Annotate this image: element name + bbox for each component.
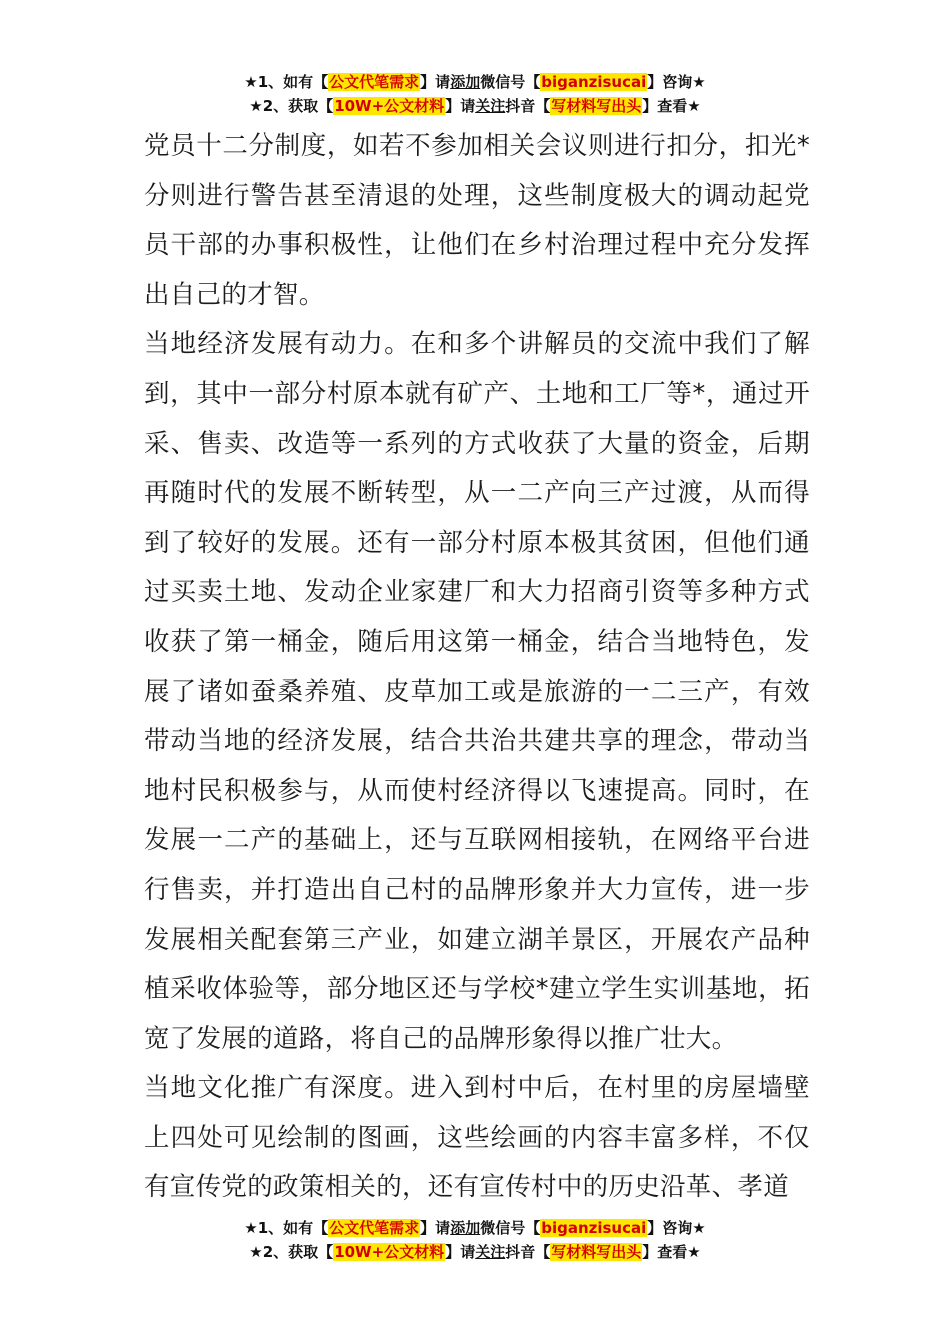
header-banner [0, 70, 950, 118]
banner-line-2: ★2、获取【10W+公文材料】请关注抖音【写材料写出头】查看★ [249, 1243, 701, 1261]
highlight-douyin: 写材料写出头 [551, 97, 642, 115]
document-body [144, 122, 810, 1213]
banner-line-1: ★1、如有【公文代笔需求】请添加微信号【biganzisucai】咨询★ [244, 1219, 706, 1237]
highlight-service: 公文代笔需求 [329, 1219, 420, 1237]
paragraph: 党员十二分制度，如若不参加相关会议则进行扣分，扣光*分则进行警告甚至清退的处理，这些制度极大的调动起党员干部的办事积极性，让他们在乡村治理过程中充分发挥出自己的才智。 [144, 131, 810, 310]
highlight-wechat-id: biganzisucai [541, 1219, 647, 1237]
highlight-materials: 10W+公文材料 [334, 97, 445, 115]
paragraph: 当地文化推广有深度。进入到村中后，在村里的房屋墙壁上四处可见绘制的图画，这些绘画的内容丰富多样，不仅有宣传党的政策相关的，还有宣传村中的历史沿革、孝道 [144, 1073, 810, 1203]
highlight-wechat-id: biganzisucai [541, 73, 647, 91]
highlight-service: 公文代笔需求 [329, 73, 420, 91]
footer-banner [0, 1216, 950, 1264]
banner-line-1: ★1、如有【公文代笔需求】请添加微信号【biganzisucai】咨询★ [244, 73, 706, 91]
paragraph: 当地经济发展有动力。在和多个讲解员的交流中我们了解到，其中一部分村原本就有矿产、土地和工厂等*，通过开采、售卖、改造等一系列的方式收获了大量的资金，后期再随时代的发展不断转型，从一二产向三产过渡，从而得到了较好的发展。还有一部分村原本极其贫困，但他们通过买卖土地、发动企业家建厂和大力招商引资等多种方式收获了第一桶金，随后用这第一桶金，结合当地特色，发展了诸如蚕桑养殖、皮草加工或是旅游的一二三产，有效带动当地的经济发展，结合共治共建共享的理念，带动当地村民积极参与，从而使村经济得以飞速提高。同时，在发展一二产的基础上，还与互联网相接轨，在网络平台进行售卖，并打造出自己村的品牌形象并大力宣传，进一步发展相关配套第三产业，如建立湖羊景区，开展农产品种植采收体验等，部分地区还与学校*建立学生实训基地，拓宽了发展的道路，将自己的品牌形象得以推广壮大。 [144, 329, 810, 1054]
highlight-douyin: 写材料写出头 [551, 1243, 642, 1261]
banner-line-2: ★2、获取【10W+公文材料】请关注抖音【写材料写出头】查看★ [249, 97, 701, 115]
highlight-materials: 10W+公文材料 [334, 1243, 445, 1261]
